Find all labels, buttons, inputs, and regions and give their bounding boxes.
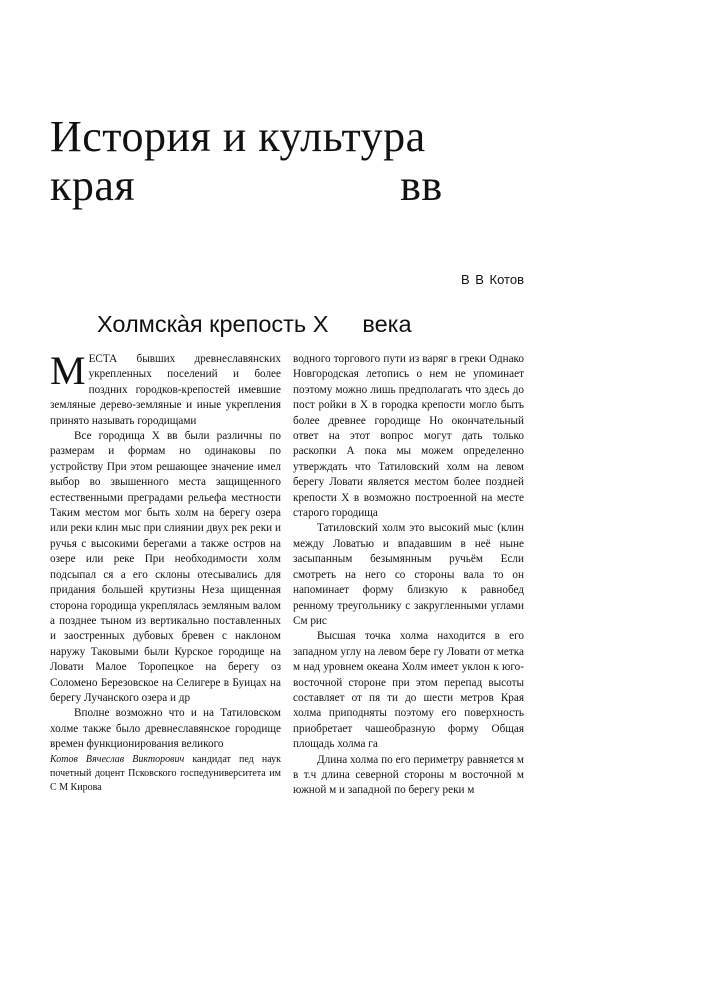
section-title-line-2: [50, 161, 670, 210]
section-title-centuries: вв: [400, 161, 443, 210]
article-title: [97, 311, 412, 338]
article-title-tail: века: [362, 311, 412, 337]
paragraph: Татиловский холм это высокий мыс (клин между Ловатью и впадавшим в неё ныне засыпанным безымянным ручьём Если смотреть на него со стороны вала то он напоминает форму близкую к равнобед ренному треугольнику с закругленными углами См рис: [293, 522, 524, 627]
paragraph: водного торгового пути из варяг в греки Однако Новгородская летопись о нем не упоминает поэтому можно лишь предполагать что здесь до пост ройки в Х в городка крепости могло быть более древнее городище Но окончательный ответ на этот вопрос могут дать только раскопки А пока мы можем определенно утверждать что Татиловский холм на левом берегу Ловати является местом более поздней крепости Х в возможно построенной на месте старого городища: [293, 353, 524, 520]
paragraph: Высшая точка холма находится в его западном углу на левом бере гу Ловати от метка м над уровнем океана Холм имеет уклон к юго-восточной стороне при этом перепад высоты составляет от пя ти до шести метров Края холма приподняты поэтому его поверхность приобретает чашеобразную форму Общая площадь холма га: [293, 630, 524, 751]
author-footnote: [50, 753, 281, 795]
footnote-text: кандидат пед наук почетный доцент Псковского госпедуниверситета им С М Кирова: [50, 753, 282, 793]
drop-cap: М: [50, 348, 86, 393]
section-title-line-1: История и культура: [50, 112, 426, 161]
paragraph: Все городища Х вв были различны по размерам и формам но одинаковы по устройству При этом решающее значение имел выбор во звышенного места защищенного естественными преградами рельефа местности Таким местом мог быть холм на берегу озера или реки клин мыс при слиянии двух рек реки и ручья с высокими берегами а также остров на озере или реке При необходимости холм подсыпал ся а его склоны отесывались для придания большей крутизны Неза щищенная сторона городища укреплялась земляным валом а позднее тыном из вертикально поставленных и заостренных дубовых бревен с наклоном наружу Таковыми были Курское городище на Ловати Малое Торопецкое на берегу оз Соломено Березовское на Селигере в Буицах на берегу Лучанского озера и др: [50, 430, 281, 704]
left-column: [50, 348, 282, 795]
paragraph: [50, 348, 281, 429]
footnote-author-name: Котов Вячеслав Викторович: [50, 753, 185, 765]
article-title-main: Холмскàя крепость Х: [97, 311, 329, 337]
section-title: [50, 112, 670, 210]
section-title-word-region: края: [50, 161, 136, 210]
article-author: В В Котов: [460, 272, 524, 287]
paragraph: Длина холма по его периметру равняется м в т.ч длина северной стороны м восточной м южной м и западной по берегу реки м: [293, 753, 524, 797]
paragraph-text: ЕСТА бывших древнеславянских укрепленных поселений и более поздних городков-крепостей имевшие земляные дерево-земляные и иные укрепления принято называть городищами: [50, 353, 281, 427]
right-column: [293, 352, 524, 799]
paragraph: Вполне возможно что и на Татиловском холме также было древнеславянское городище времен функционирования великого: [50, 707, 281, 751]
